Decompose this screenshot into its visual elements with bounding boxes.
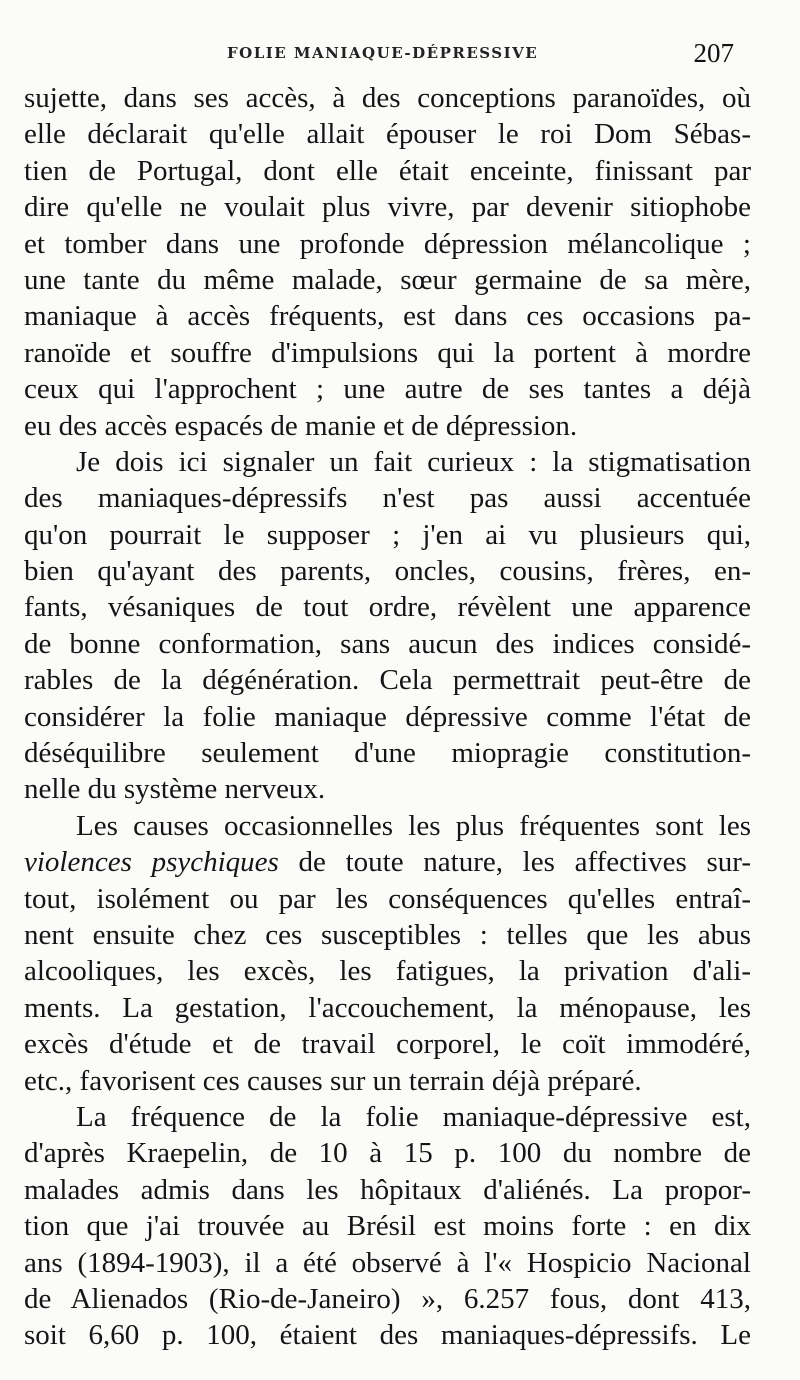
text-line: alcooliques, les excès, les fatigues, la privation d'ali-: [24, 955, 751, 988]
text-line: ments. La gestation, l'accouchement, la ménopause, les: [24, 991, 751, 1024]
text-line: soit 6,60 p. 100, étaient des maniaques-dépressifs. Le: [24, 1319, 751, 1352]
text-line: fants, vésaniques de tout ordre, révèlent une apparence: [24, 591, 751, 624]
paragraph-2: [24, 444, 751, 808]
text-line: qu'on pourrait le supposer ; j'en ai vu plusieurs qui,: [24, 518, 751, 551]
page-number: 207: [693, 38, 734, 68]
text-line: ceux qui l'approchent ; une autre de ses tantes a déjà: [24, 373, 751, 406]
text-line: Je dois ici signaler un fait curieux : la stigmatisation: [76, 445, 751, 478]
text-line: une tante du même malade, sœur germaine de sa mère,: [24, 263, 751, 296]
text-line: Les causes occasionnelles les plus fréquentes sont les: [76, 809, 751, 842]
running-title: FOLIE MANIAQUE-DÉPRESSIVE: [227, 44, 539, 62]
italic-phrase: violences psychiques: [24, 846, 279, 879]
text-line: nelle du système nerveux.: [24, 773, 326, 806]
text-line: malades admis dans les hôpitaux d'aliénés. La propor-: [24, 1173, 751, 1206]
text-line: ranoïde et souffre d'impulsions qui la portent à mordre: [24, 336, 751, 369]
text-line: rables de la dégénération. Cela permettrait peut-être de: [24, 664, 751, 697]
text-fragment: de toute nature, les affectives sur-: [278, 846, 751, 879]
paragraph-3: [24, 808, 751, 1099]
text-line: elle déclarait qu'elle allait épouser le roi Dom Sébas-: [24, 118, 751, 151]
text-line: de bonne conformation, sans aucun des indices considé-: [24, 627, 751, 660]
text-line: nent ensuite chez ces susceptibles : telles que les abus: [24, 918, 751, 951]
text-line: etc., favorisent ces causes sur un terrain déjà préparé.: [24, 1064, 642, 1097]
text-line: bien qu'ayant des parents, oncles, cousins, frères, en-: [24, 555, 751, 588]
text-line: des maniaques-dépressifs n'est pas aussi accentuée: [24, 482, 751, 515]
body-text: [24, 80, 751, 1354]
text-line: tien de Portugal, dont elle était enceinte, finissant par: [24, 154, 751, 187]
text-line: déséquilibre seulement d'une miopragie constitution-: [24, 737, 751, 770]
text-line: excès d'étude et de travail corporel, le coït immodéré,: [24, 1028, 751, 1061]
text-line: considérer la folie maniaque dépressive comme l'état de: [24, 700, 751, 733]
paragraph-4: [24, 1099, 751, 1354]
paragraph-1: [24, 80, 751, 444]
running-header: [22, 40, 742, 74]
text-line: sujette, dans ses accès, à des conceptions paranoïdes, où: [24, 82, 751, 114]
text-line-mixed: [24, 844, 751, 880]
text-line: d'après Kraepelin, de 10 à 15 p. 100 du nombre de: [24, 1137, 751, 1170]
text-line: et tomber dans une profonde dépression mélancolique ;: [24, 227, 751, 260]
text-line: La fréquence de la folie maniaque-dépressive est,: [76, 1100, 751, 1133]
text-line: eu des accès espacés de manie et de dépression.: [24, 409, 578, 442]
text-line: dire qu'elle ne voulait plus vivre, par devenir sitiophobe: [24, 191, 751, 224]
text-line: tion que j'ai trouvée au Brésil est moins forte : en dix: [24, 1210, 751, 1243]
text-line: tout, isolément ou par les conséquences qu'elles entraî-: [24, 882, 751, 915]
text-line: ans (1894-1903), il a été observé à l'« Hospicio Nacional: [24, 1246, 751, 1279]
text-line: de Alienados (Rio-de-Janeiro) », 6.257 fous, dont 413,: [24, 1282, 751, 1315]
text-line: maniaque à accès fréquents, est dans ces occasions pa-: [24, 300, 751, 333]
